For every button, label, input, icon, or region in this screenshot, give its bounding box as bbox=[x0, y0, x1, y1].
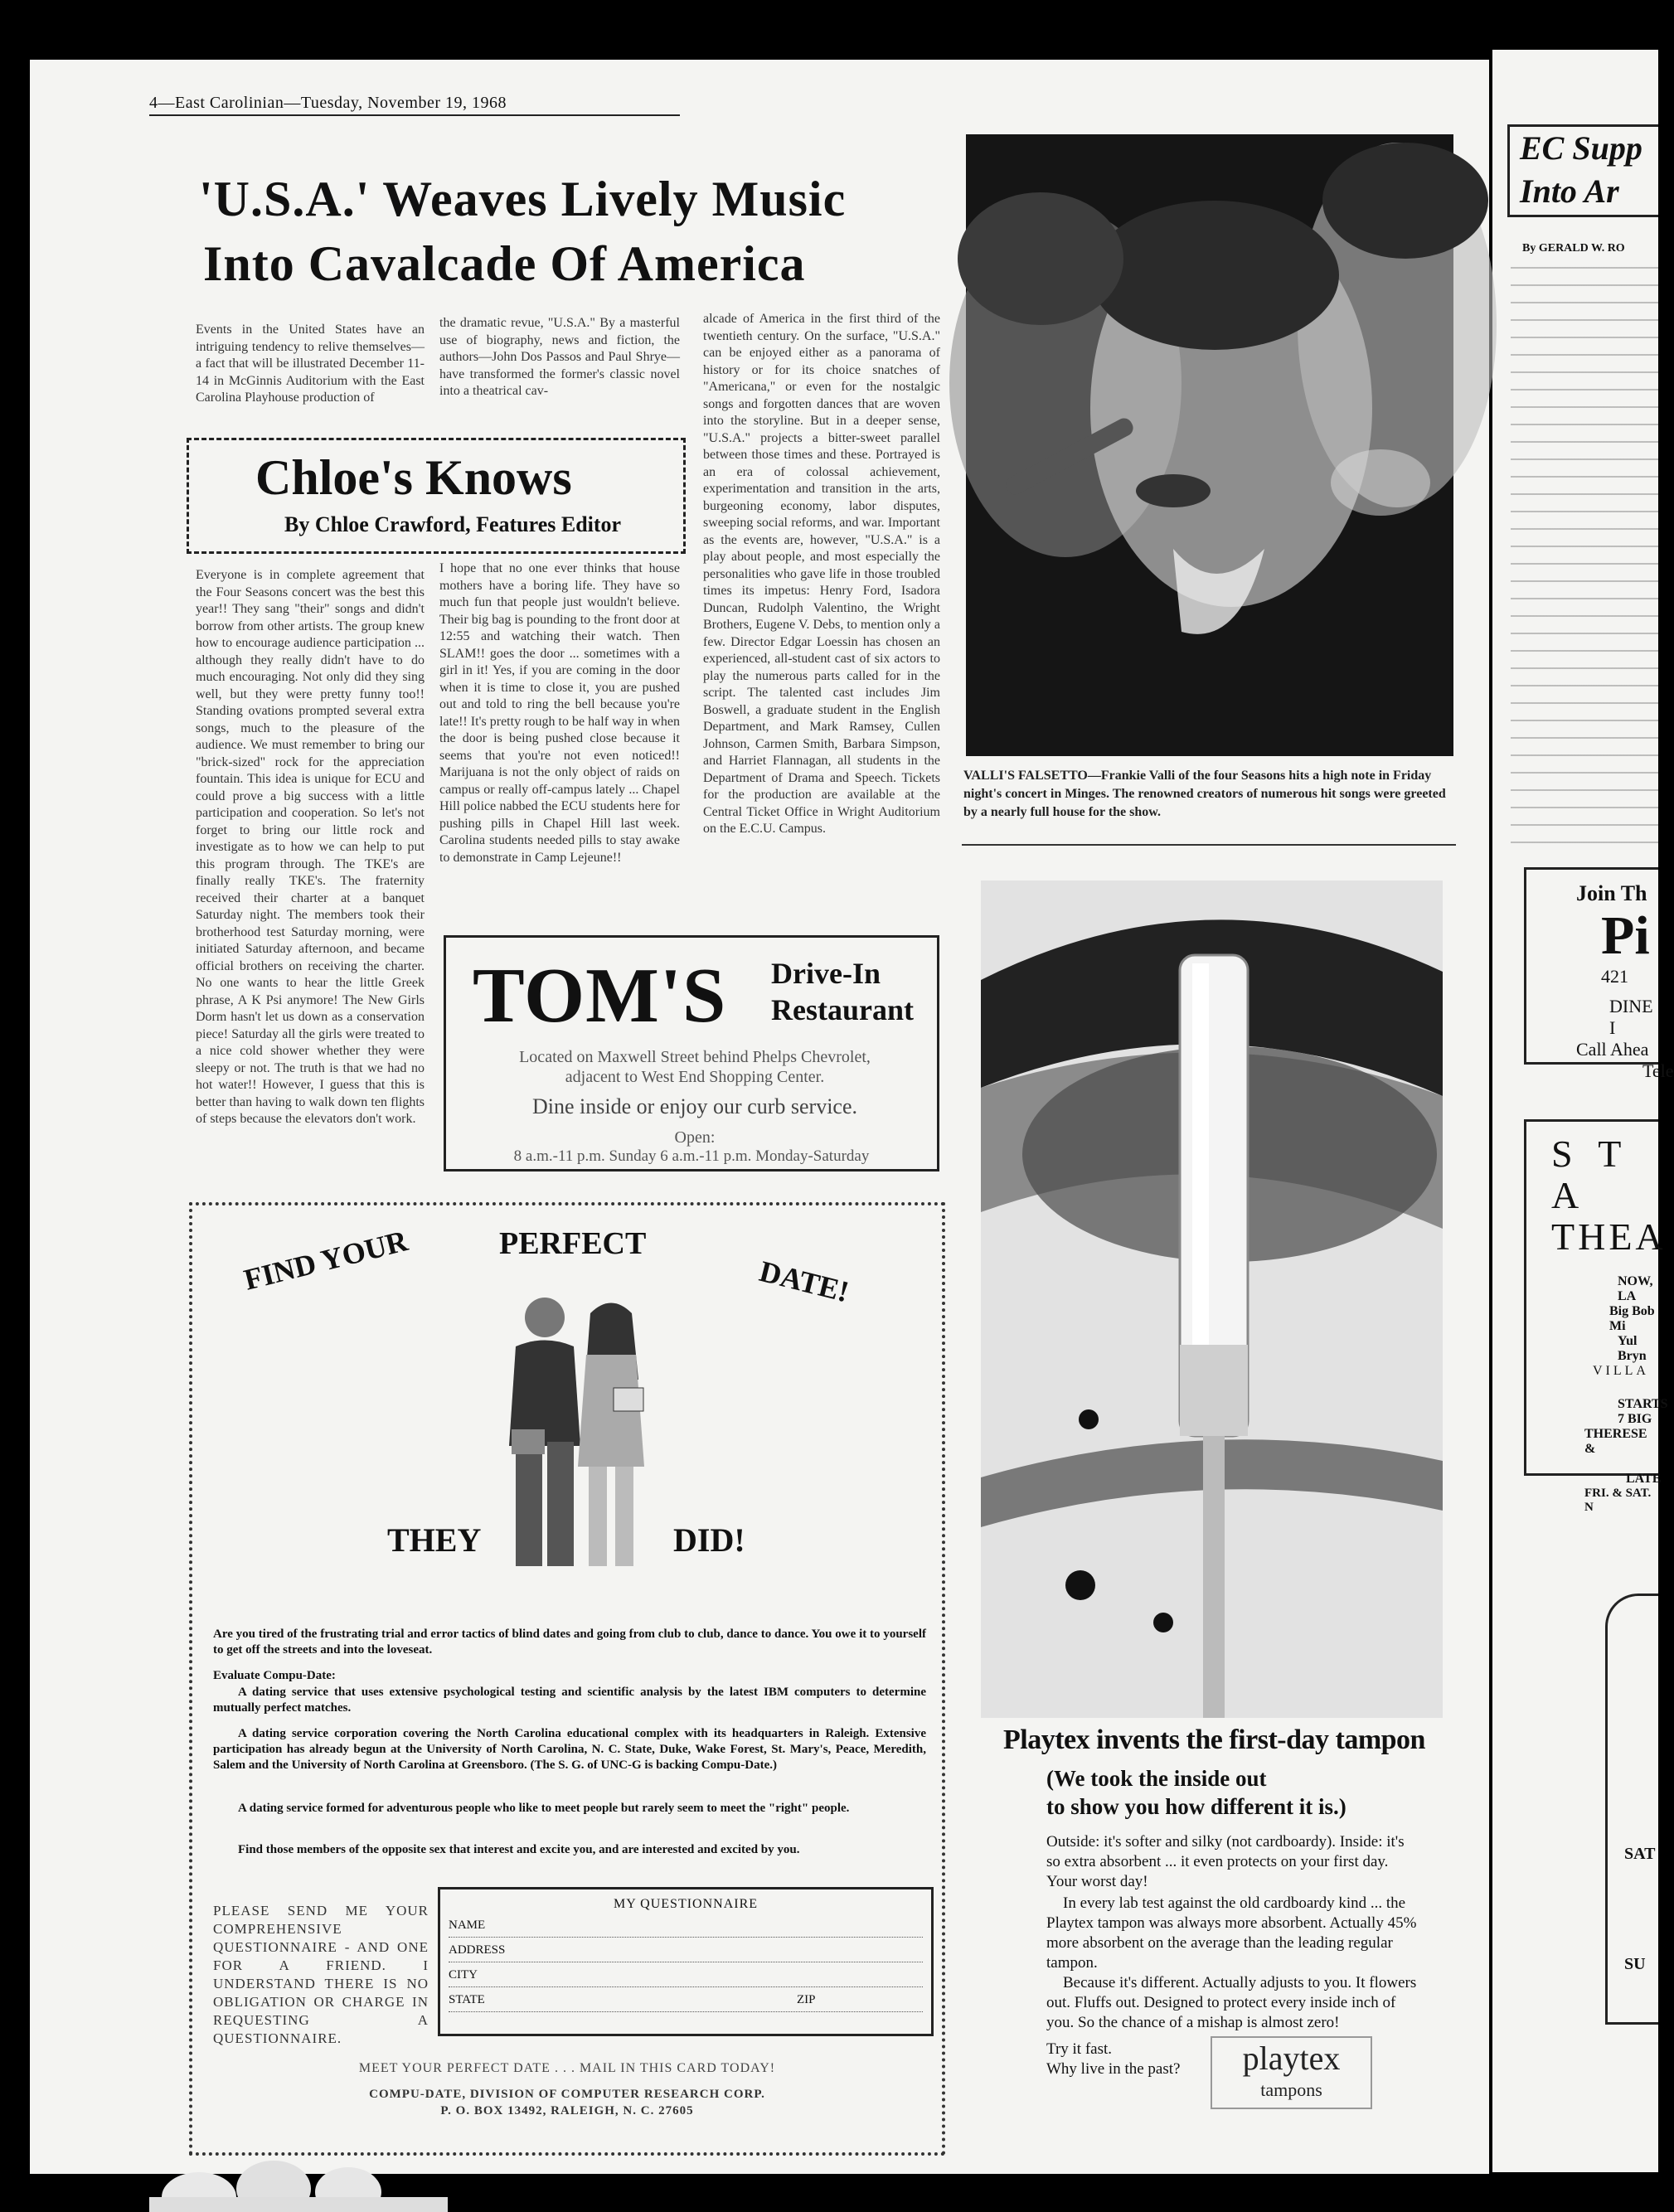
they-text: THEY bbox=[387, 1521, 482, 1559]
playtex-logo-text: playtex bbox=[1242, 2040, 1341, 2077]
ec-headline-line1: EC Supp bbox=[1520, 129, 1642, 167]
playtex-headline: Playtex invents the first-day tampon bbox=[1003, 1724, 1425, 1755]
form-title: MY QUESTIONNAIRE bbox=[613, 1897, 759, 1911]
photo-caption: VALLI'S FALSETTO—Frankie Valli of the four Seasons hits a high note in Friday night's concert in Minges. The renowned creators of numerous hit songs were greeted by a nearly full house for the show. bbox=[963, 769, 1446, 819]
running-head: 4—East Carolinian—Tuesday, November 19, 1968 bbox=[149, 94, 680, 116]
pi-text: Pi bbox=[1601, 905, 1650, 966]
chloe-col1: Everyone is in complete agreement that the Four Seasons concert was the best this year!! They sang "their" songs and didn't borrow from other artists. The group knew how to encourage audience participation ... although they really didn't have to do much encouraging. Not only did they sing well, but they were pretty funny too!! Standing ovations prompted several extra songs, much to the pleasure of the audience. We must remember to bring our "brick-sized" rock for the appreciation fountain. This idea is unique for ECU and could prove a big success with a little participation and cooperation. So let's not forget to bring our little rock and investigate as to how we can help to put this program through. The TKE's are finally really TKE's. The fraternity received their charter at a banquet Saturday night. The members took their brotherhood test Saturday morning, were initiated Saturday afternoon, and became official brothers on receiving the charter. No one wants to hear the little Greek phrase, A K Psi anymore! The New Girls Dorm hasn't let us down as a conservation piece! Saturday all the girls were treated to a nice cold shower whether they were sleepy or not. The truth is that we had no hot water!! However, I guess that this is better than having to walk down ten flights of steps because the elevators don't work. bbox=[196, 568, 425, 1126]
theatre-late: LATE bbox=[1626, 1472, 1662, 1486]
theatre-starts: STARTS bbox=[1618, 1397, 1668, 1411]
questionnaire-request: PLEASE SEND ME YOUR COMPREHENSIVE QUESTIONNAIRE - AND ONE FOR A FRIEND. I UNDERSTAND THERE IS NO OBLIGATION OR CHARGE IN REQUESTING A QUESTIONNAIRE. bbox=[213, 1903, 429, 2046]
name-label: NAME bbox=[449, 1919, 486, 1932]
playtex-sub2: to show you how different it is.) bbox=[1046, 1794, 1346, 1819]
toms-location: Located on Maxwell Street behind Phelps Chevrolet, adjacent to West End Shopping Center. bbox=[519, 1048, 871, 1086]
playtex-body5: Why live in the past? bbox=[1046, 2060, 1181, 2078]
compu-p5: Find those members of the opposite sex that interest and excite you, and are interested and excited by you. bbox=[238, 1843, 800, 1856]
sat-sun-ad bbox=[1605, 1594, 1658, 2025]
theatre-villa: VILLA bbox=[1593, 1364, 1649, 1378]
usa-headline-line2: Into Cavalcade Of America bbox=[203, 236, 806, 291]
toms-open-label: Open: bbox=[674, 1128, 716, 1147]
theatre-bob: Big Bob Mi bbox=[1609, 1304, 1655, 1333]
pi-dine: DINE I bbox=[1609, 996, 1653, 1038]
zip-label: ZIP bbox=[797, 1993, 816, 2006]
chloe-title: Chloe's Knows bbox=[255, 450, 572, 505]
chloe-byline: By Chloe Crawford, Features Editor bbox=[284, 512, 622, 536]
questionnaire-form bbox=[438, 1887, 934, 2036]
toms-ad bbox=[444, 935, 939, 1171]
usa-article-col2: the dramatic revue, "U.S.A." By a masterful use of biography, news and fiction, the authors—John Dos Passos and Paul Shrye—have transformed the former's classic novel into a theatrical cav- bbox=[439, 316, 680, 398]
playtex-sub1: (We took the inside out bbox=[1046, 1766, 1267, 1791]
theatre-frisat: FRI. & SAT. N bbox=[1584, 1487, 1652, 1514]
compu-p4: A dating service formed for adventurous people who like to meet people but rarely seem to meet the "right" people. bbox=[238, 1802, 850, 1815]
usa-headline-line1: 'U.S.A.' Weaves Lively Music bbox=[199, 172, 847, 226]
toms-dine: Dine inside or enjoy our curb service. bbox=[531, 1094, 858, 1118]
date-text: DATE! bbox=[756, 1254, 852, 1309]
compu-date-ad bbox=[189, 1202, 945, 2156]
playtex-body4: Try it fast. bbox=[1046, 2040, 1113, 2058]
ec-byline: By GERALD W. RO bbox=[1522, 242, 1625, 255]
chloe-col2: I hope that no one ever thinks that house mothers have a boring life. They have so much fun that people just wouldn't believe. Their big bag is pounding to the front door at 12:55 and watching their watch. Then SLAM!! goes the door ... sometimes with a girl in it! Yes, if you are coming in the door when it is time to close it, you are pushed out and told to ring the bell because you're late!! It's pretty rough to be half way in when the door is being pushed close because it seems that you're not even noticed!! Marijuana is not the only object of raids on campus or really off-campus lately ... Chapel Hill police nabbed the ECU students here for pushing pills in Chapel Hill last week. Carolina students needed pills to stay awake to demonstrate in Camp Lejeune!! bbox=[439, 561, 680, 865]
address-label: ADDRESS bbox=[449, 1943, 506, 1957]
pi-tel: Tele bbox=[1642, 1060, 1674, 1081]
toms-hours: 8 a.m.-11 p.m. Sunday 6 a.m.-11 p.m. Monday-Saturday bbox=[513, 1147, 870, 1165]
meet-perfect-date: MEET YOUR PERFECT DATE . . . MAIL IN THIS CARD TODAY! bbox=[358, 2061, 776, 2075]
join-text: Join Th bbox=[1576, 881, 1647, 905]
theatre-now: NOW, LA bbox=[1618, 1274, 1653, 1303]
city-label: CITY bbox=[449, 1968, 478, 1982]
couple-illustration bbox=[483, 1288, 673, 1595]
perfect-text: PERFECT bbox=[499, 1226, 647, 1261]
hand-holding-page bbox=[149, 2156, 448, 2212]
eye-tampon-image bbox=[981, 880, 1443, 1718]
toms-type-line2: Restaurant bbox=[771, 993, 914, 1026]
pi-address: 421 bbox=[1601, 966, 1628, 987]
playtex-body2: In every lab test against the old cardboardy kind ... the Playtex tampon was always more absorbent. Actually 45% more absorbent on the average than the leading regular tampon. bbox=[1046, 1894, 1417, 1972]
compu-p2: A dating service that uses extensive psychological testing and scientific analysis by the latest IBM computers to determine mutually perfect matches. bbox=[213, 1686, 926, 1715]
ec-headline-box bbox=[1507, 124, 1658, 217]
pi-call: Call Ahea bbox=[1576, 1039, 1649, 1060]
usa-article-col1: Events in the United States have an intriguing tendency to relive themselves—a fact that will be illustrated December 11-14 in McGinnis Auditorium with the East Carolina Playhouse production of bbox=[196, 323, 425, 405]
theatre-thea: THEA bbox=[1551, 1215, 1667, 1258]
theatre-7big: 7 BIG bbox=[1618, 1412, 1652, 1426]
playtex-logo bbox=[1211, 2036, 1372, 2109]
compu-p2-head: Evaluate Compu-Date: bbox=[213, 1669, 336, 1682]
ec-headline-line2: Into Ar bbox=[1520, 172, 1619, 210]
theatre-sta: S T A bbox=[1551, 1133, 1629, 1216]
address-field[interactable] bbox=[449, 1938, 923, 1962]
chloe-column-box bbox=[187, 438, 686, 554]
ec-article-text bbox=[1511, 259, 1658, 856]
name-field[interactable] bbox=[449, 1913, 923, 1938]
concert-photo-image bbox=[966, 134, 1453, 756]
playtex-body3: Because it's different. Actually adjusts to you. It flowers out. Fluffs out. Designed to protect every inside inch of you. So the chance of a mishap is almost zero! bbox=[1046, 1974, 1417, 2031]
sat-text: SAT bbox=[1624, 1845, 1656, 1863]
pizza-ad bbox=[1524, 867, 1674, 1081]
usa-article-col3: alcade of America in the first third of the twentieth century. On the surface, "U.S.A." can be enjoyed either as a panorama of history or for its choice snatches of "Americana," or even for the nostalgic songs and forgotten dances that are woven into the storyline. But in a deeper sense, "U.S.A." projects a bitter-sweet parallel between those times and these. Portrayed is an era of colossal achievement, experimentation and transition in the arts, burgeoning economy, labor disputes, sweeping social reforms, and war. Important as the events are, however, "U.S.A." is a play about people, and most especially the personalities who gave life in those troubled times its impetus: Henry Ford, Isadora Duncan, Rudolph Valentino, the Wright Brothers, Eugene V. Debs, to mention only a few. Director Edgar Loessin has chosen an experienced, all-student cast of six actors to play the numerous parts called for in the script. The talented cast includes Jim Boswell, a graduate student in the English Department, and Mark Ramsey, Cullen Johnson, Carmen Smith, Barbara Simpson, and Harriet Flannagan, all students in the Department of Drama and Speech. Tickets for the production are available at the Central Ticket Office in Wright Auditorium on the E.C.U. Campus. bbox=[703, 312, 940, 836]
toms-type-line1: Drive-In bbox=[771, 957, 881, 990]
theatre-ad bbox=[1524, 1119, 1668, 1514]
theatre-yul: Yul Bryn bbox=[1618, 1334, 1647, 1363]
theatre-therese: THERESE & bbox=[1584, 1427, 1647, 1456]
toms-name: TOM'S bbox=[473, 953, 727, 1039]
city-field[interactable] bbox=[449, 1962, 923, 1987]
playtex-body1: Outside: it's softer and silky (not cardboardy). Inside: it's so extra absorbent ... it even protects on your first day. Your worst day! bbox=[1046, 1833, 1405, 1890]
su-text: SU bbox=[1624, 1955, 1646, 1973]
compu-p3: A dating service corporation covering the North Carolina educational complex with its headquarters in Raleigh. Extensive participation has already begun at the University of North Carolina, N. C. State, Duke, Wake Forest, St. Mary's, Peace, Meredith, Salem and the University of North Carolina at Greensboro. (The S. G. of UNC-G is backing Compu-Date.) bbox=[213, 1727, 926, 1772]
concert-photo bbox=[966, 134, 1453, 756]
playtex-image bbox=[981, 880, 1443, 1718]
compu-p1: Are you tired of the frustrating trial and error tactics of blind dates and going from club to club, dance to dance. You owe it to yourself to get off the streets and into the loveseat. bbox=[213, 1627, 926, 1657]
compu-box: P. O. BOX 13492, RALEIGH, N. C. 27605 bbox=[440, 2104, 694, 2117]
state-label: STATE bbox=[449, 1993, 485, 2006]
find-your-text: FIND YOUR bbox=[240, 1224, 411, 1297]
did-text: DID! bbox=[673, 1521, 745, 1559]
compu-corp: COMPU-DATE, DIVISION OF COMPUTER RESEARCH CORP. bbox=[369, 2088, 765, 2101]
playtex-tampons-text: tampons bbox=[1260, 2079, 1322, 2100]
state-zip-field[interactable] bbox=[449, 1987, 923, 2012]
caption-rule bbox=[962, 844, 1456, 846]
